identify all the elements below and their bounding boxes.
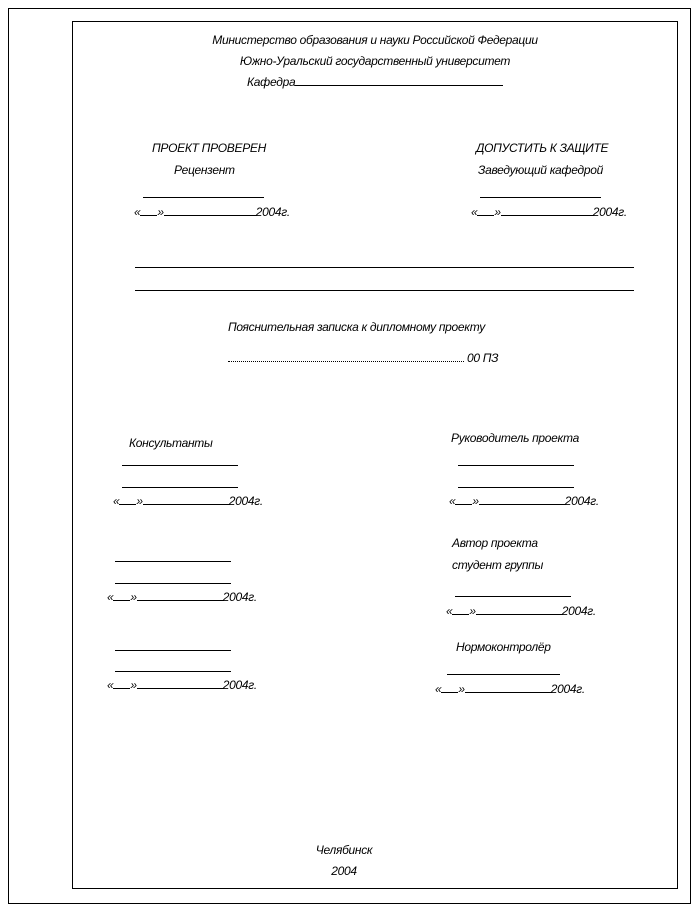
project-checked-title: ПРОЕКТ ПРОВЕРЕН — [152, 141, 266, 155]
consultant-2-date: « » 2004г. — [107, 590, 257, 604]
university-line: Южно-Уральский государственный университет — [239, 54, 511, 68]
admit-to-defense-title: ДОПУСТИТЬ К ЗАЩИТЕ — [476, 141, 609, 155]
reviewer-label: Рецензент — [174, 163, 235, 177]
author-signature-line — [455, 596, 571, 597]
normcontrol-date: « » 2004г. — [435, 682, 585, 696]
supervisor-date: « » 2004г. — [449, 494, 599, 508]
head-of-department-label: Заведующий кафедрой — [478, 163, 603, 177]
department-blank — [295, 75, 503, 86]
consultant-2-line-b — [115, 583, 231, 584]
department-label: Кафедра — [247, 75, 296, 89]
document-code-line — [228, 351, 498, 365]
consultants-label: Консультанты — [129, 436, 213, 450]
reviewer-date: « » 2004г. — [134, 205, 290, 219]
head-signature-line — [480, 197, 601, 198]
consultant-3-line-a — [115, 650, 231, 651]
head-date: « » 2004г. — [471, 205, 627, 219]
city-label: Челябинск — [315, 843, 373, 857]
document-title: Пояснительная записка к дипломному проекту — [228, 320, 485, 334]
consultant-1-line-a — [122, 465, 238, 466]
consultant-1-line-b — [122, 487, 238, 488]
supervisor-line-b — [458, 487, 574, 488]
consultant-2-line-a — [115, 561, 231, 562]
document-code: 00 ПЗ — [467, 351, 499, 365]
author-date: « » 2004г. — [446, 604, 596, 618]
topic-line-1 — [135, 267, 634, 268]
consultant-1-date: « » 2004г. — [113, 494, 263, 508]
consultant-3-date: « » 2004г. — [107, 678, 257, 692]
ministry-line: Министерство образования и науки Российской Федерации — [212, 33, 538, 47]
normcontrol-label: Нормоконтролёр — [456, 640, 551, 654]
student-group-label: студент группы — [452, 558, 544, 572]
reviewer-signature-line — [143, 197, 264, 198]
topic-line-2 — [135, 290, 634, 291]
consultant-3-line-b — [115, 671, 231, 672]
normcontrol-signature-line — [447, 674, 560, 675]
supervisor-line-a — [458, 465, 574, 466]
supervisor-label: Руководитель проекта — [451, 431, 579, 445]
department-line — [247, 75, 503, 89]
year-label: 2004 — [331, 864, 357, 878]
document-code-dots — [228, 351, 464, 362]
author-label: Автор проекта — [452, 536, 538, 550]
